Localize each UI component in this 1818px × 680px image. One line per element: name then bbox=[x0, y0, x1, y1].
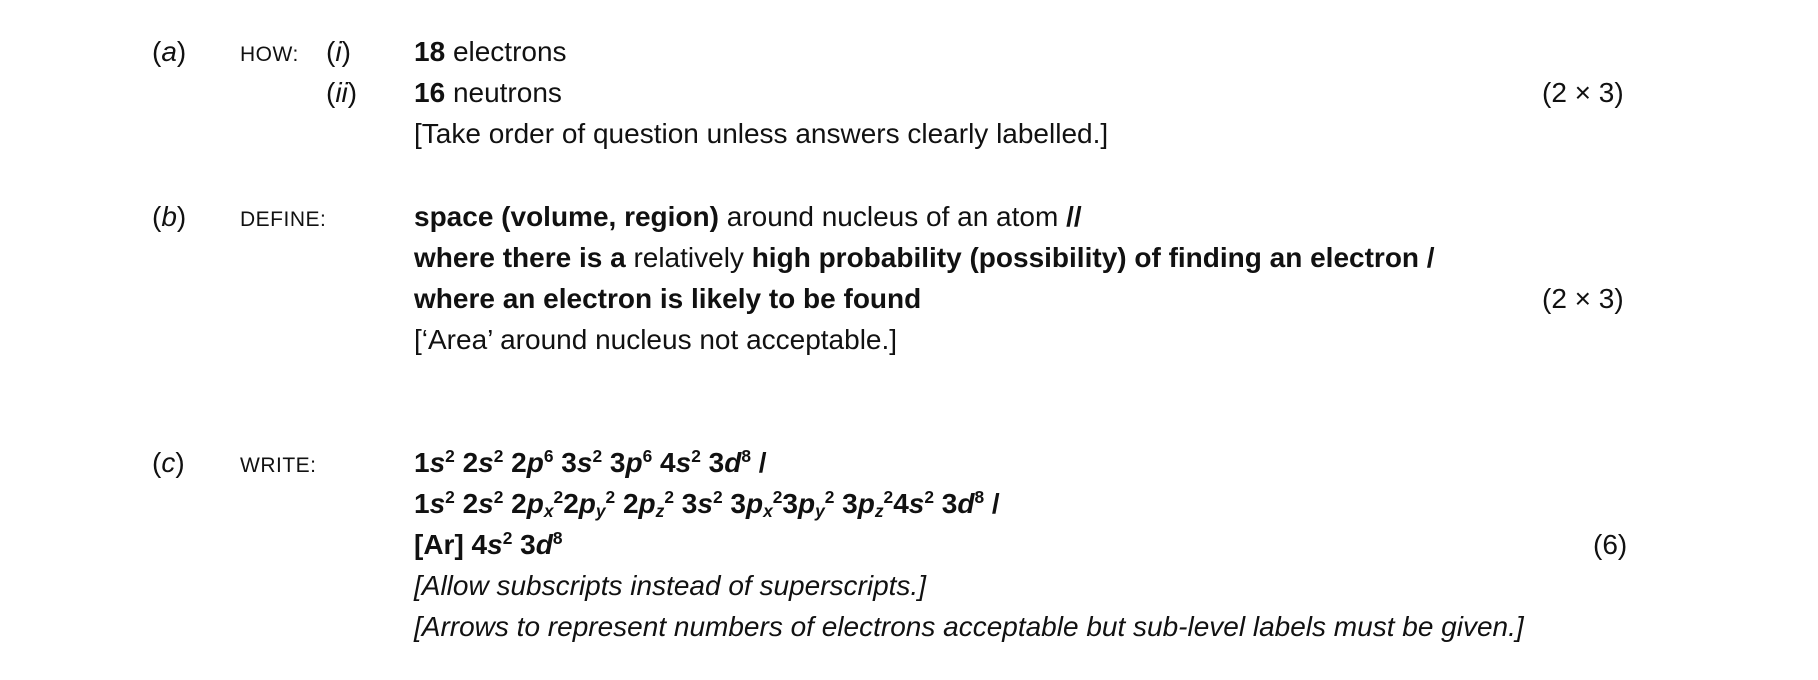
part-b-marks: (2 × 3) bbox=[1542, 283, 1624, 314]
part-b-label: (b) bbox=[152, 201, 187, 232]
part-a-label: (a) bbox=[152, 36, 187, 67]
part-a-answer-neutrons bbox=[414, 79, 562, 107]
definition-bold-3: high probability (possibility) of finding an electron / bbox=[751, 242, 1435, 273]
part-a-note: [Take order of question unless answers clearly labelled.] bbox=[414, 118, 1109, 149]
part-c-note-1: [Allow subscripts instead of superscripts.] bbox=[414, 570, 926, 601]
part-b-line-2 bbox=[414, 244, 1435, 272]
part-a-keyword: HOW: bbox=[240, 43, 299, 66]
part-a-answer-electrons bbox=[414, 38, 567, 66]
electron-config-full: $1s^2$ $2s^2$ $2px^22py^2$ $2pz^2$ $3s^2$ $3px^23py^2$ $3pz^24s^2$ $3d^8$ / bbox=[414, 487, 1000, 522]
electron-config-noble: [Ar] $4s^2$ $3d^8$ bbox=[414, 528, 563, 560]
definition-bold-4: where an electron is likely to be found bbox=[414, 283, 922, 314]
part-a-sub-ii: (ii) bbox=[326, 77, 358, 108]
part-b-line-3 bbox=[414, 285, 921, 313]
part-c-keyword: WRITE: bbox=[240, 454, 317, 477]
part-b-line-1 bbox=[414, 203, 1082, 231]
part-a-sub-i: (i) bbox=[326, 36, 351, 67]
definition-separator: // bbox=[1066, 201, 1082, 232]
neutron-text: neutrons bbox=[452, 77, 562, 108]
electron-count: 18 bbox=[414, 36, 446, 67]
part-a-marks: (2 × 3) bbox=[1542, 77, 1624, 108]
part-b-keyword: DEFINE: bbox=[240, 208, 327, 231]
definition-plain-2: relatively bbox=[633, 242, 744, 273]
neutron-count: 16 bbox=[414, 77, 446, 108]
part-b-note: [‘Area’ around nucleus not acceptable.] bbox=[414, 324, 898, 355]
part-c-note-2: [Arrows to represent numbers of electrons acceptable but sub-level labels must be given.] bbox=[414, 611, 1524, 642]
part-c-label: (c) bbox=[152, 447, 185, 478]
electron-text: electrons bbox=[452, 36, 567, 67]
definition-plain-1: around nucleus of an atom bbox=[726, 201, 1059, 232]
definition-bold-2: where there is a bbox=[414, 242, 626, 273]
electron-config-short: $1s^2$ $2s^2$ $2p^6$ $3s^2$ $3p^6$ $4s^2$ $3d^8$ / bbox=[414, 446, 767, 478]
part-c-marks: (6) bbox=[1593, 529, 1628, 560]
definition-bold-1: space (volume, region) bbox=[414, 201, 719, 232]
